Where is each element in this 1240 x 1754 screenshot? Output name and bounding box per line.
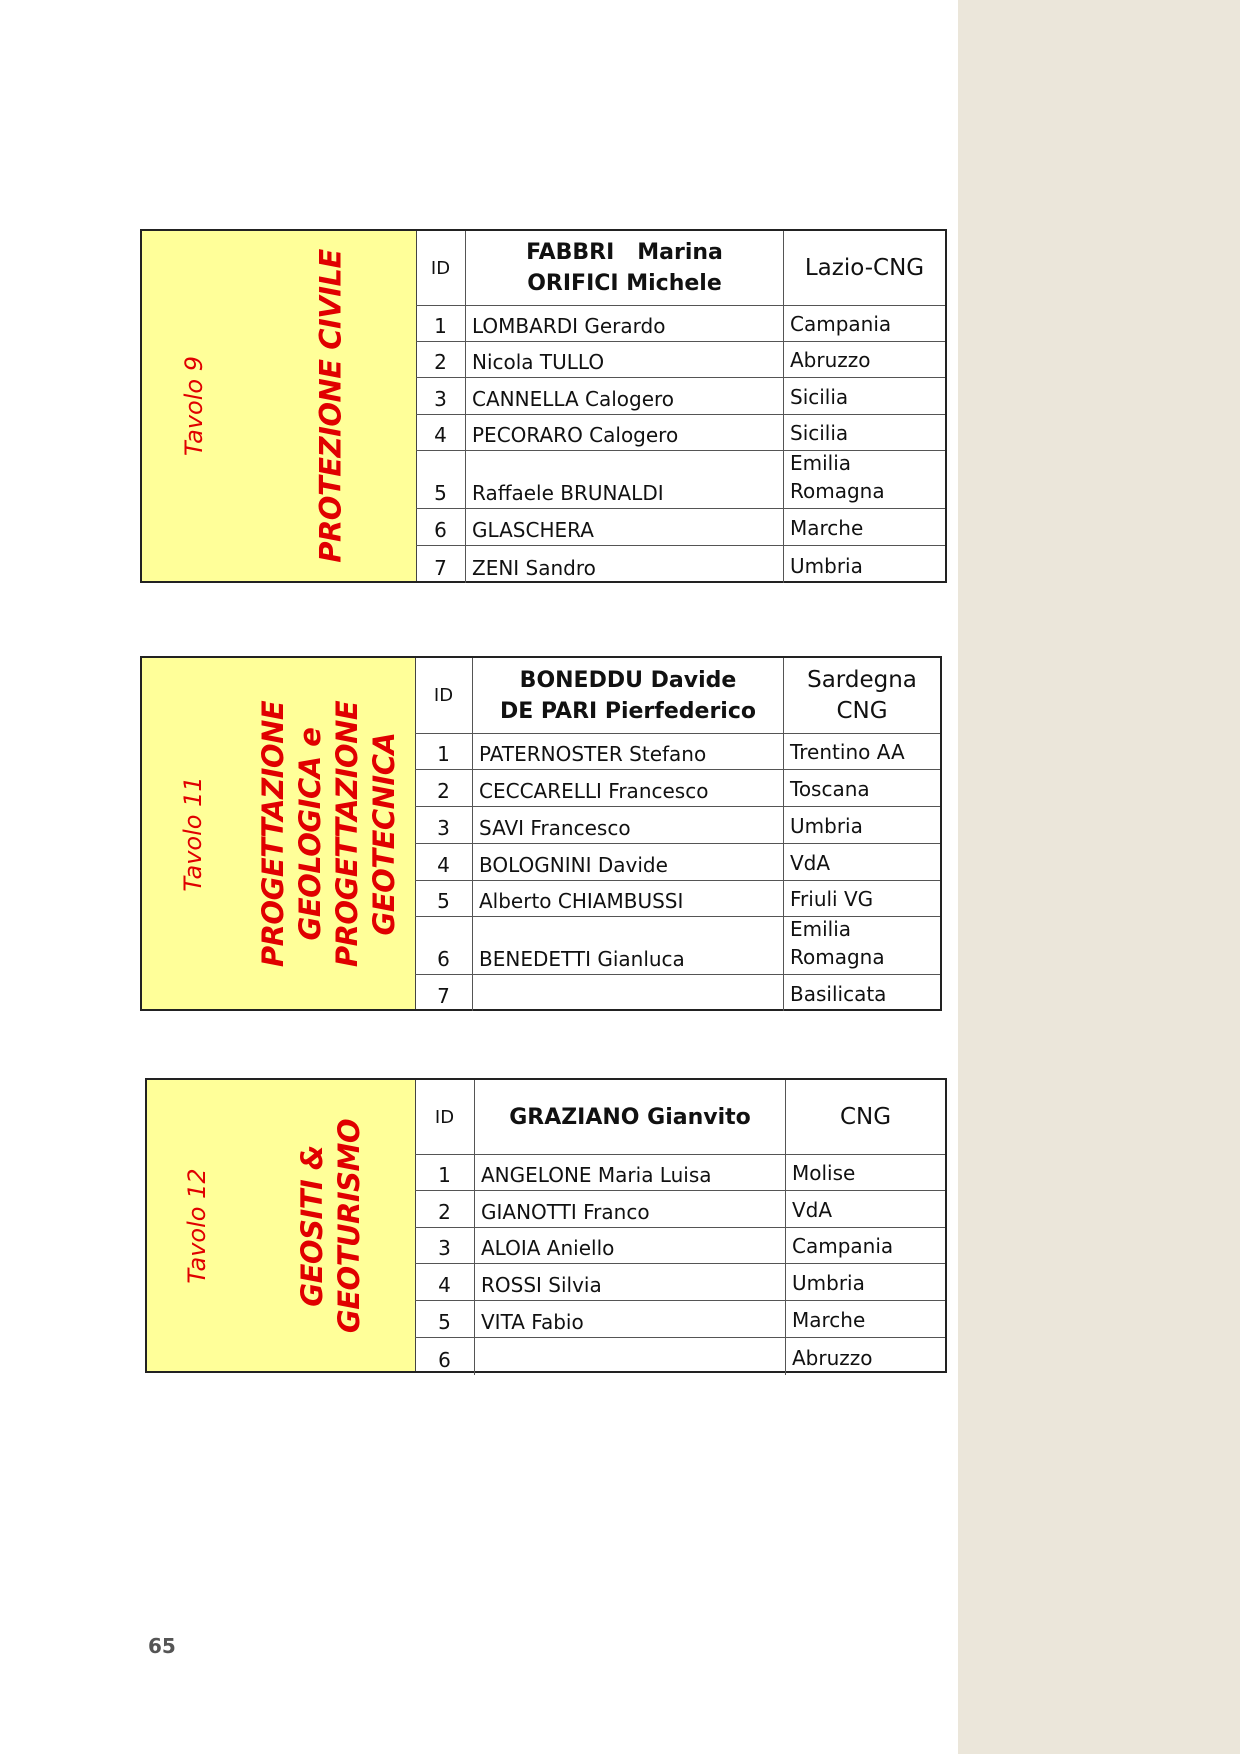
header-region-lines	[805, 253, 924, 284]
coordinators-list	[509, 1102, 751, 1133]
members-grid	[416, 231, 945, 581]
row-id: 4	[415, 844, 473, 881]
row-member-name: Raffaele BRUNALDI	[466, 451, 784, 509]
row-id: 1	[415, 1155, 475, 1191]
tavolo-table	[140, 656, 942, 1011]
header-coordinators	[475, 1080, 786, 1155]
row-region: Molise	[786, 1155, 945, 1191]
row-member-name: ALOIA Aniello	[475, 1228, 786, 1264]
row-member-name: BOLOGNINI Davide	[473, 844, 784, 881]
topic-line: GEOTECNICA	[367, 732, 401, 935]
row-member-name: Alberto CHIAMBUSSI	[473, 881, 784, 917]
tavolo-table	[145, 1078, 947, 1373]
topic-label	[313, 249, 350, 563]
header-region-line: CNG	[836, 697, 888, 724]
topic-line: PROTEZIONE CIVILE	[313, 249, 348, 563]
topic-line: GEOSITI &	[295, 1144, 329, 1307]
tavolo-label-cell	[147, 1080, 248, 1371]
row-id: 3	[415, 1228, 475, 1264]
row-member-name: BENEDETTI Gianluca	[473, 917, 784, 975]
coordinators-list	[526, 237, 723, 299]
row-id: 7	[416, 546, 466, 583]
row-region: Umbria	[790, 554, 863, 578]
row-region: VdA	[784, 844, 940, 881]
row-member-name: Nicola TULLO	[466, 342, 784, 378]
row-id: 4	[415, 1264, 475, 1301]
header-region	[784, 658, 940, 734]
row-member-name: VITA Fabio	[475, 1301, 786, 1338]
coordinators-list	[500, 665, 756, 727]
row-region: Marche	[786, 1301, 945, 1338]
coordinator-name: BONEDDU Davide	[519, 667, 737, 693]
row-region: Marche	[784, 509, 945, 546]
header-region	[784, 231, 945, 306]
row-region: Campania	[786, 1228, 945, 1264]
tavolo-label-cell	[142, 231, 247, 581]
row-member-name: CECCARELLI Francesco	[473, 770, 784, 807]
row-id: 6	[415, 1338, 475, 1375]
header-region-lines	[840, 1102, 891, 1133]
members-grid	[415, 1080, 945, 1371]
row-id: 5	[416, 451, 466, 509]
row-region: Umbria	[784, 807, 940, 844]
row-id: 1	[415, 734, 473, 770]
row-member-name: PATERNOSTER Stefano	[473, 734, 784, 770]
row-id: 2	[415, 770, 473, 807]
row-id: 5	[415, 881, 473, 917]
row-member-name	[475, 1338, 786, 1375]
row-region: Emilia Romagna	[784, 451, 945, 509]
row-member-name: GIANOTTI Franco	[475, 1191, 786, 1228]
row-id: 4	[416, 415, 466, 451]
row-region: Sicilia	[784, 415, 945, 451]
row-id: 3	[415, 807, 473, 844]
row-member-name: ROSSI Silvia	[475, 1264, 786, 1301]
row-region: Trentino AA	[784, 734, 940, 770]
row-member-name: ZENI Sandro	[466, 546, 784, 583]
row-member-name: GLASCHERA	[466, 509, 784, 546]
header-region-line: Sardegna	[807, 666, 917, 693]
row-region: Toscana	[784, 770, 940, 807]
row-id: 2	[416, 342, 466, 378]
header-coordinators	[473, 658, 784, 734]
row-region: Umbria	[786, 1264, 945, 1301]
topic-line: GEOLOGICA e	[293, 727, 327, 940]
row-member-name: SAVI Francesco	[473, 807, 784, 844]
row-region: Campania	[784, 306, 945, 342]
row-member-name: LOMBARDI Gerardo	[466, 306, 784, 342]
tavolo-label: Tavolo 12	[183, 1167, 211, 1284]
row-id: 1	[416, 306, 466, 342]
coordinator-name: GRAZIANO Gianvito	[509, 1104, 751, 1130]
row-member-name: ANGELONE Maria Luisa	[475, 1155, 786, 1191]
row-id: 6	[415, 917, 473, 975]
row-region: VdA	[786, 1191, 945, 1228]
coordinator-name: FABBRI Marina	[526, 240, 723, 265]
coordinator-name: DE PARI Pierfederico	[499, 698, 756, 724]
tavolo-label: Tavolo 11	[178, 775, 207, 892]
row-member-name: PECORARO Calogero	[466, 415, 784, 451]
header-id: ID	[415, 1080, 475, 1155]
row-region: Basilicata	[790, 982, 887, 1006]
row-id: 5	[415, 1301, 475, 1338]
topic-label	[255, 700, 403, 966]
row-member-name: CANNELLA Calogero	[466, 378, 784, 415]
topic-label	[294, 1118, 368, 1332]
topic-cell	[247, 1080, 416, 1371]
row-id: 7	[415, 975, 473, 1011]
topic-line: PROGETTAZIONE	[330, 700, 364, 967]
page-number: 65	[148, 1634, 176, 1658]
header-id: ID	[415, 658, 473, 734]
row-region: Emilia Romagna	[784, 917, 940, 975]
tavolo-label: Tavolo 9	[180, 356, 208, 456]
row-member-name	[473, 975, 784, 1011]
header-region-line: CNG	[839, 1103, 892, 1130]
page-sidebar	[958, 0, 1240, 1754]
topic-cell	[243, 658, 416, 1009]
tavolo-label-cell	[142, 658, 244, 1009]
row-id: 3	[416, 378, 466, 415]
members-grid	[415, 658, 940, 1009]
row-region: Friuli VG	[784, 881, 940, 917]
header-id: ID	[416, 231, 466, 306]
row-region: Abruzzo	[792, 1346, 873, 1370]
row-id: 2	[415, 1191, 475, 1228]
header-region	[786, 1080, 945, 1155]
header-coordinators	[466, 231, 784, 306]
topic-line: GEOTURISMO	[332, 1118, 366, 1333]
row-id: 6	[416, 509, 466, 546]
topic-cell	[246, 231, 417, 581]
topic-line: PROGETTAZIONE	[256, 700, 290, 967]
row-region: Sicilia	[784, 378, 945, 415]
coordinator-name: ORIFICI Michele	[527, 271, 722, 296]
row-region: Abruzzo	[784, 342, 945, 378]
tavolo-table	[140, 229, 947, 583]
header-region-line: Lazio-CNG	[804, 254, 925, 281]
header-region-lines	[807, 665, 917, 727]
